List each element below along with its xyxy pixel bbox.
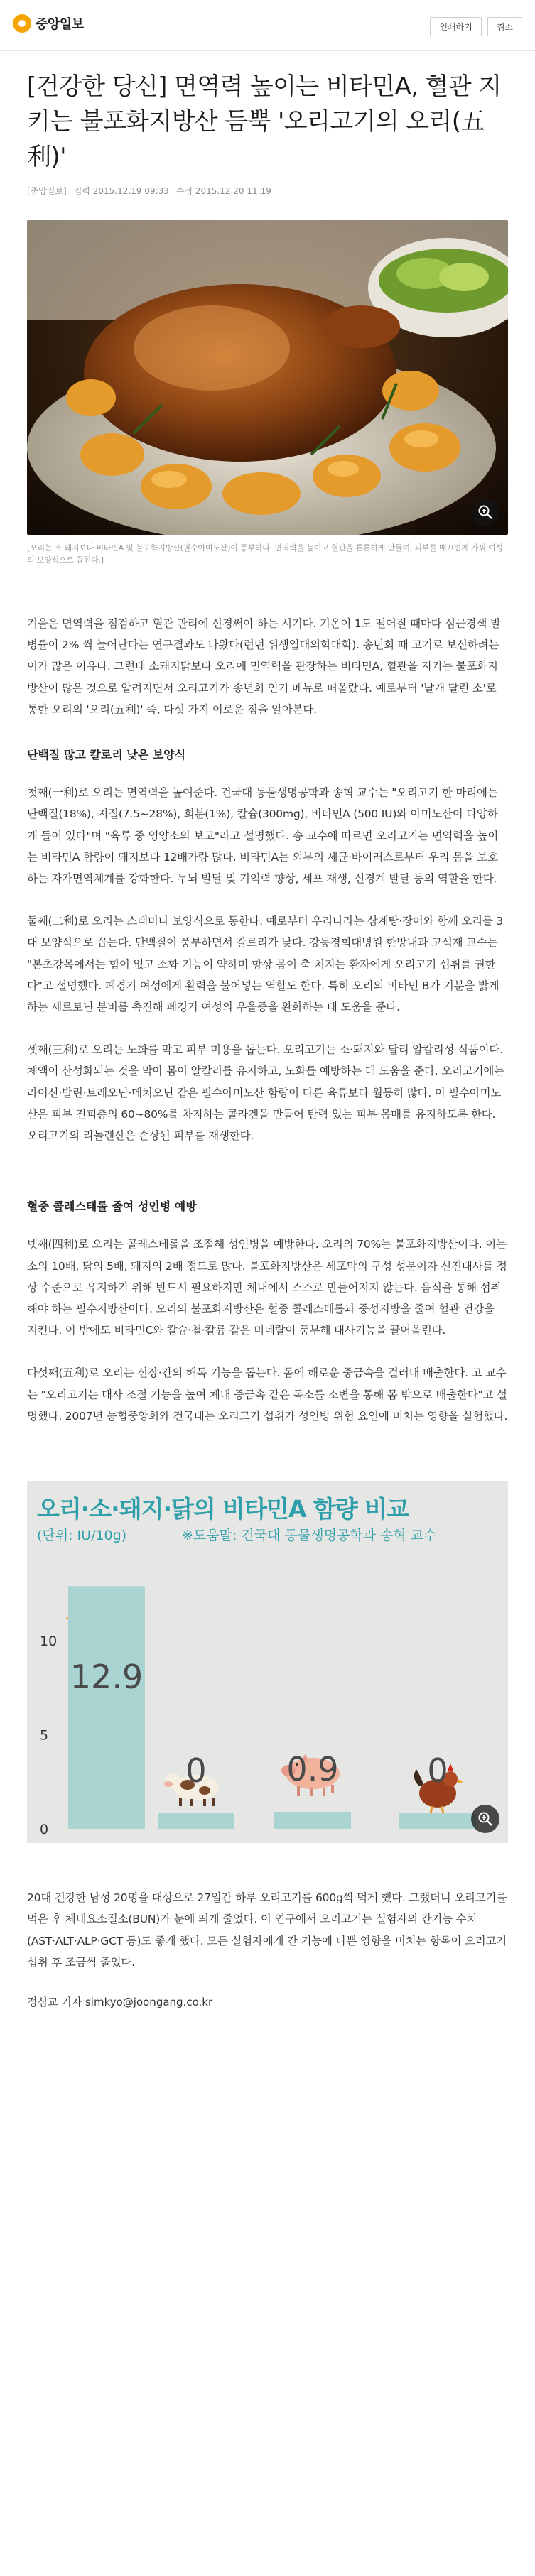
infographic-zoom-button[interactable] [471, 1805, 499, 1833]
zoom-in-icon [477, 504, 493, 520]
y-tick-label: 5 [40, 1727, 49, 1744]
zoom-button[interactable] [471, 498, 499, 526]
bar-2 [274, 1812, 351, 1829]
infographic-unit: (단위: IU/10g) [37, 1528, 127, 1544]
subheading: 단백질 많고 칼로리 낮은 보양식 [27, 748, 186, 762]
paragraph: 첫째(一利)로 오리는 면역력을 높여준다. 건국대 동물생명공학과 송혁 교수는 "오리고기 한 마리에는 단백질(18%), 지질(7.5~28%), 회분(1%), 칼슘(300mg), 비타민A (500 IU)와 아미노산이 다양하게 들어 있다"며 "육류 중 영양소의 보고"라고 설명했다. 송 교수에 따르면 오리고기는 면역력을 높이는 비타민A 함량이 돼지보다 12배가량 많다. 비타민A는 외부의 세균·바이러스로부터 우리 몸을 보호하는 자가면역체계를 강화한다. 두뇌 발달 및 기억력 향상, 세포 재생, 신경계 발달 등의 역할을 한다. [27, 786, 499, 885]
print-button[interactable]: 인쇄하기 [430, 17, 481, 36]
article-headline: [건강한 당신] 면역력 높이는 비타민A, 혈관 지키는 불포화지방산 듬뿍 '오리고기의 오리(五利)' [27, 72, 502, 171]
byline: 정심교 기자 simkyo@joongang.co.kr [27, 1995, 213, 2009]
roast-duck-image [27, 220, 508, 535]
photo-caption: [오리는 소·돼지보다 비타민A 및 불포화지방산(필수아미노산)이 풍부하다. 면역력을 높이고 혈관을 튼튼하게 만들며, 피부를 매끄럽게 가꿔 여성의 보양식으로 꼽힌다.] [27, 543, 503, 565]
site-logo[interactable] [13, 14, 84, 33]
infographic-source: ※도움말: 건국대 동물생명공학과 송혁 교수 [182, 1528, 437, 1544]
infographic-title: 오리·소·돼지·닭의 비타민A 함량 비교 [37, 1495, 409, 1523]
top-bar [0, 0, 535, 51]
vitamin-a-bar-chart [27, 1481, 508, 1843]
bar-1 [158, 1813, 234, 1829]
article-source: [중앙일보] [27, 185, 67, 196]
article [0, 51, 535, 2009]
article-photo[interactable] [27, 220, 508, 535]
paragraph: 셋째(三利)로 오리는 노화를 막고 피부 미용을 돕는다. 오리고기는 소·돼지와 달리 알칼리성 식품이다. 체액이 산성화되는 것을 막아 몸이 알칼리를 유지하고, 노화를 예방하는 데 도움을 준다. 오리고기에는 라이신·발린·트레오닌·메치오닌 같은 필수아미노산 함량이 다른 육류보다 월등히 많다. 이 필수아미노산은 피부 진피층의 60~80%를 차지하는 콜라겐을 만들어 탄력 있는 피부·몸매를 유지하도록 한다. 오리고기의 리놀렌산은 손상된 피부를 재생한다. [27, 1043, 504, 1143]
bar-value-label: 0.9 [286, 1750, 339, 1789]
bar-value-label: 0 [427, 1751, 448, 1790]
article-body [27, 613, 508, 2009]
y-tick-label: 10 [40, 1634, 58, 1650]
subheading: 혈중 콜레스테롤 줄여 성인병 예방 [27, 1200, 197, 1214]
print-controls [430, 17, 522, 36]
bar-value-label: 12.9 [70, 1657, 144, 1696]
bar-value-label: 0 [185, 1751, 207, 1790]
paragraph: 20대 건강한 남성 20명을 대상으로 27일간 하루 오리고기를 600g씩 먹게 했다. 그랬더니 오리고기를 먹은 후 체내요소질소(BUN)가 눈에 띄게 줄었다. 이 연구에서 오리고기는 실험자의 간기능 수치(AST·ALT·ALP·GCT 등)도 좋게 했다. 모든 실험자에게 간 기능에 나쁜 영향을 미치는 항목이 오리고기 섭취 후 조금씩 줄었다. [27, 1891, 507, 1969]
bar-3 [399, 1813, 476, 1829]
zoom-in-icon [477, 1811, 493, 1827]
y-tick-label: 0 [40, 1822, 49, 1838]
cancel-button[interactable]: 취소 [487, 17, 522, 36]
bar-0 [68, 1586, 145, 1829]
paragraph: 겨울은 면역력을 점검하고 혈관 관리에 신경써야 하는 시기다. 기온이 1도 떨어질 때마다 심근경색 발병률이 2% 씩 늘어난다는 연구결과도 나왔다(런던 위생열대의학대학). 송년회 때 고기로 보신하려는 이가 많은 이유다. 그런데 소돼지닭보다 오리에 면역력을 관장하는 비타민A, 혈관을 지키는 불포화지방산이 많은 것으로 알려지면서 오리고기가 송년회 인기 메뉴로 떠올랐다. 예로부터 '날개 달린 소'로 통한 오리의 '오리(五利)' 즉, 다섯 가지 이로운 점을 알아본다. [27, 616, 501, 716]
paragraph: 둘째(二利)로 오리는 스태미나 보양식으로 통한다. 예로부터 우리나라는 삼계탕·장어와 함께 오리를 3대 보양식으로 꼽는다. 단백질이 풍부하면서 칼로리가 낮다. 강동경희대병원 한방내과 고석재 교수는 "본초강목에서는 힘이 없고 소화 기능이 약하며 항상 몸이 축 처지는 환자에게 오리고기 섭취를 권한다"고 설명했다. 폐경기 여성에게 활력을 불어넣는 역할도 한다. 특히 오리의 비타민 B가 기분을 밝게 하는 세로토닌 분비를 촉진해 폐경기 여성의 우울증을 완화하는 데 도움을 준다. [27, 915, 504, 1014]
paragraph: 넷째(四利)로 오리는 콜레스테롤을 조절해 성인병을 예방한다. 오리의 70%는 불포화지방산이다. 이는 소의 10배, 닭의 5배, 돼지의 2배 정도로 많다. 불포화지방산은 세포막의 구성 성분이자 신진대사를 정상 수준으로 유지하기 위해 반드시 필요하지만 체내에서 스스로 만들어지지 않는다. 음식을 통해 섭취해야 하는 필수지방산이다. 오리의 불포화지방산은 혈중 콜레스테롤과 중성지방을 줄여 혈관 건강을 지킨다. 이 밖에도 비타민C와 칼슘·철·칼륨 같은 미네랄이 풍부해 대사기능을 끌어올린다. [27, 1238, 507, 1337]
logo-text: 중앙일보 [36, 17, 84, 32]
modified-date: 수정 2015.12.20 11:19 [175, 185, 271, 196]
article-meta [27, 185, 508, 197]
joongang-logo-icon [13, 14, 31, 33]
paragraph: 다섯째(五利)로 오리는 신장·간의 해독 기능을 돕는다. 몸에 해로운 중금속을 걸러내 배출한다. 고 교수는 "오리고기는 대사 조절 기능을 높여 체내 중금속 같은 독소를 소변을 통해 몸 밖으로 배출한다"고 설명했다. 2007년 농협중앙회와 건국대는 오리고기 섭취가 성인병 위험 요인에 미치는 영향을 실험했다. [27, 1366, 508, 1423]
published-date: 입력 2015.12.19 09:33 [73, 185, 169, 196]
vitamin-a-infographic[interactable] [27, 1481, 508, 1843]
